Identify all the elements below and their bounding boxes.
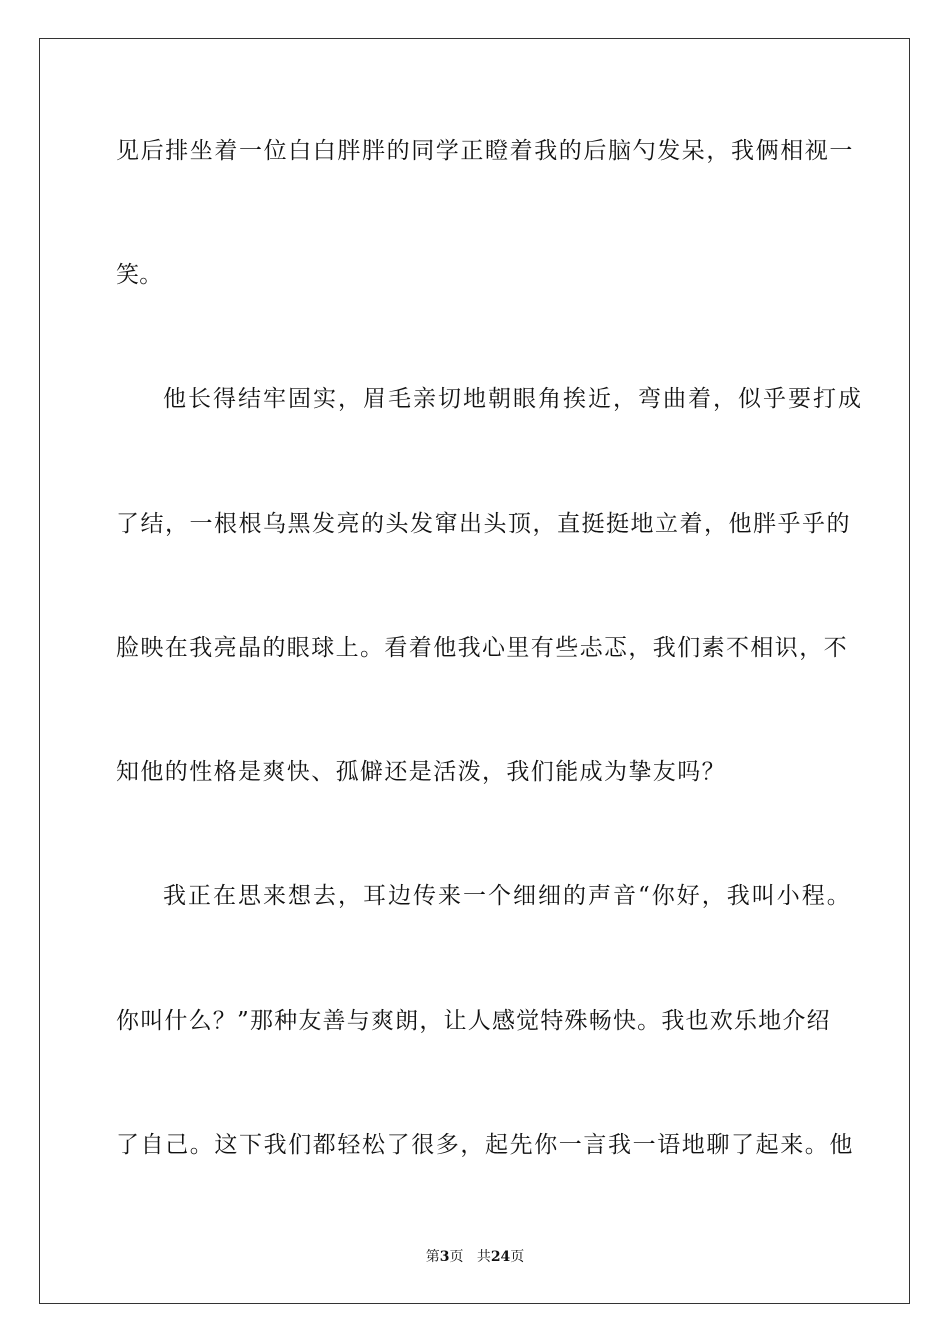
text-line-8: 你叫什么？”那种友善与爽朗，让人感觉特殊畅快。我也欢乐地介绍 xyxy=(116,1008,831,1034)
text-line-7: 我正在思来想去，耳边传来一个细细的声音“你好，我叫小程。 xyxy=(163,883,852,909)
text-line-5: 脸映在我亮晶的眼球上。看着他我心里有些忐忑，我们素不相识，不 xyxy=(116,635,848,661)
text-line-9: 了自己。这下我们都轻松了很多，起先你一言我一语地聊了起来。他 xyxy=(116,1132,854,1158)
page-border xyxy=(39,38,910,1304)
total-suffix: 页 xyxy=(510,1249,525,1265)
total-prefix: 共 xyxy=(476,1249,491,1265)
text-line-4: 了结，一根根乌黑发亮的头发窜出头顶，直挺挺地立着，他胖乎乎的 xyxy=(116,511,851,537)
text-line-6: 知他的性格是爽快、孤僻还是活泼，我们能成为挚友吗？ xyxy=(116,759,726,785)
total-pages: 24 xyxy=(490,1249,511,1265)
text-line-3: 他长得结牢固实，眉毛亲切地朝眼角挨近，弯曲着，似乎要打成 xyxy=(163,386,863,412)
page-footer xyxy=(0,1248,950,1266)
text-line-1: 见后排坐着一位白白胖胖的同学正瞪着我的后脑勺发呆，我俩相视一 xyxy=(116,138,854,164)
page-suffix: 页 xyxy=(449,1249,464,1265)
text-line-2: 笑。 xyxy=(116,262,163,288)
page-number: 3 xyxy=(439,1249,450,1265)
page-prefix: 第 xyxy=(425,1249,440,1265)
